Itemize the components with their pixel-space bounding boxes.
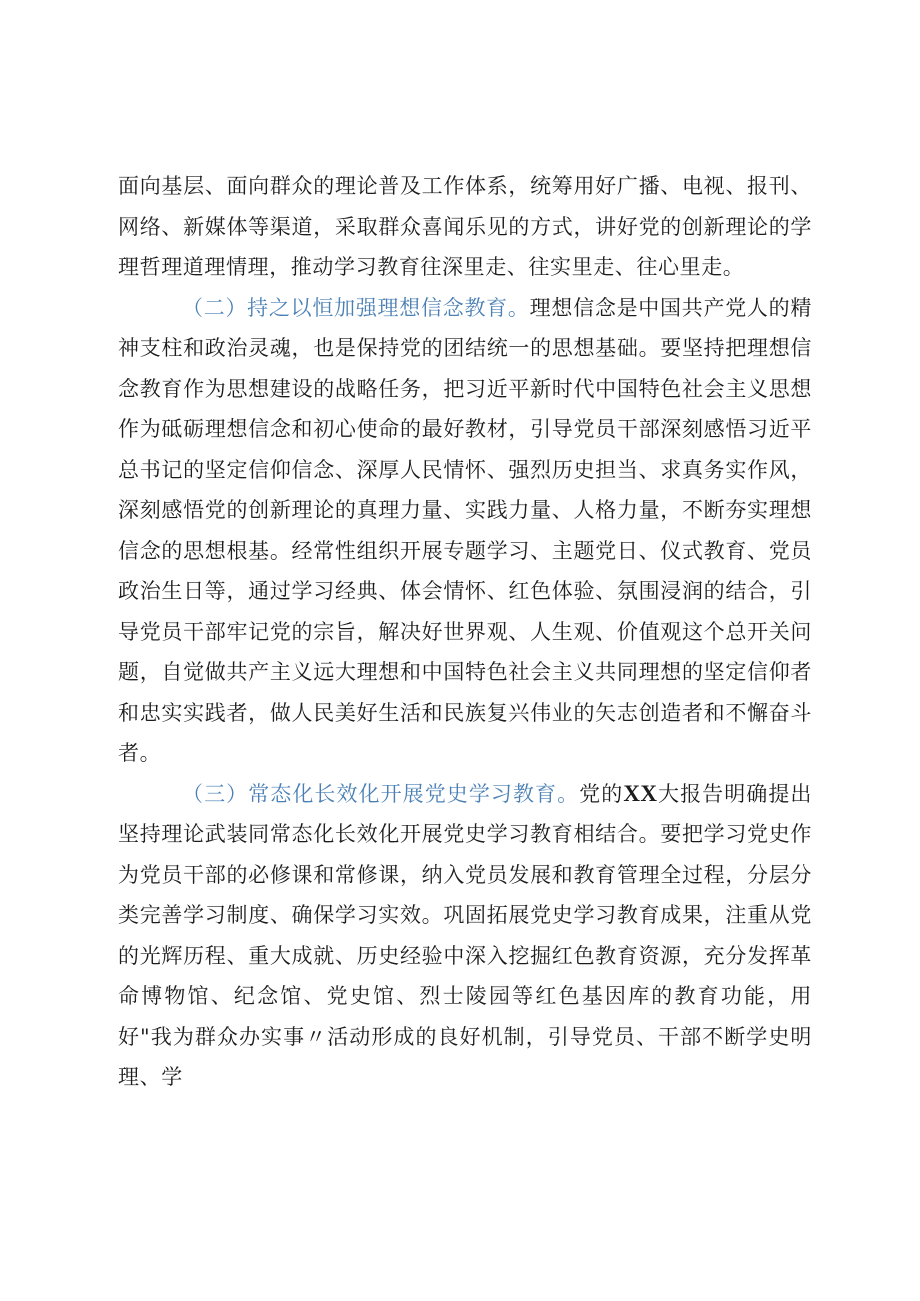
paragraph-text: 面向基层、面向群众的理论普及工作体系，统筹用好广播、电视、报刊、网络、新媒体等渠道，采取群众喜闻乐见的方式，讲好党的创新理论的学理哲理道理情理，推动学习教育往深里走、往实里走、往心里走。	[118, 174, 812, 279]
paragraph-text: 大报告明确提出坚持理论武装同常态化长效化开展党史学习教育相结合。要把学习党史作为党员干部的必修课和常修课，纳入党员发展和教育管理全过程，分层分类完善学习制度、确保学习实效。巩固拓展党史学习教育成果，注重从党的光辉历程、重大成就、历史经验中深入挖掘红色教育资源，充分发挥革命博物馆、纪念馆、党史馆、烈士陵园等红色基因库的教育功能，用好"我为群众办实事〃活动形成的良好机制，引导党员、干部不断学史明理、学	[118, 781, 812, 1089]
placeholder-congress-number: XX	[623, 780, 658, 806]
paragraph-continuation	[118, 166, 812, 288]
section-heading-2: （二）持之以恒加强理想信念教育。	[182, 295, 530, 320]
document-body	[118, 166, 812, 1098]
paragraph-text-prefix: 党的	[579, 781, 624, 806]
paragraph-ideal-belief	[118, 288, 812, 774]
paragraph-party-history	[118, 774, 812, 1098]
paragraph-text: 理想信念是中国共产党人的精神支柱和政治灵魂，也是保持党的团结统一的思想基础。要坚持把理想信念教育作为思想建设的战略任务，把习近平新时代中国特色社会主义思想作为砥砺理想信念和初心使命的最好教材，引导党员干部深刻感悟习近平总书记的坚定信仰信念、深厚人民情怀、强烈历史担当、求真务实作风，深刻感悟党的创新理论的真理力量、实践力量、人格力量，不断夯实理想信念的思想根基。经常性组织开展专题学习、主题党日、仪式教育、党员政治生日等，通过学习经典、体会情怀、红色体验、氛围浸润的结合，引导党员干部牢记党的宗旨，解决好世界观、人生观、价值观这个总开关问题，自觉做共产主义远大理想和中国特色社会主义共同理想的坚定信仰者和忠实实践者，做人民美好生活和民族复兴伟业的矢志创造者和不懈奋斗者。	[118, 295, 812, 765]
section-heading-3: （三）常态化长效化开展党史学习教育。	[182, 781, 580, 806]
